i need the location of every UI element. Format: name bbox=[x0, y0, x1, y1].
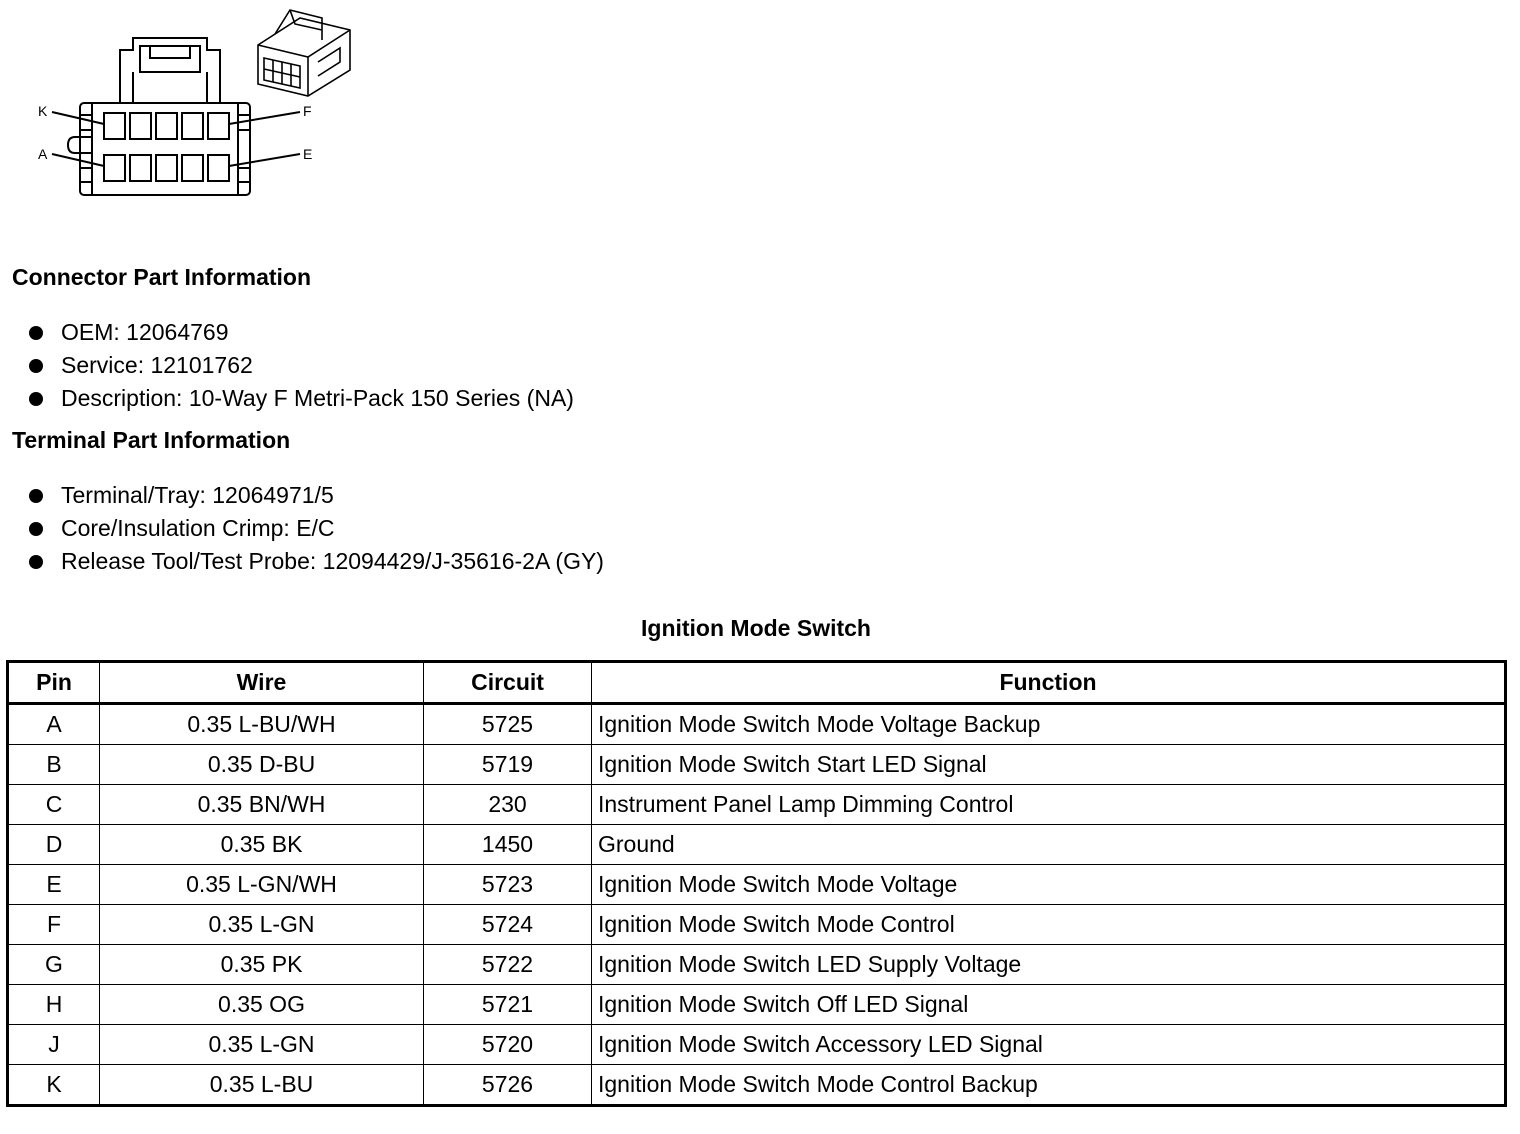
list-item bbox=[28, 545, 604, 578]
cell-wire: 0.35 L-GN bbox=[100, 905, 424, 945]
cell-wire: 0.35 L-GN bbox=[100, 1025, 424, 1065]
pin-label-a: A bbox=[38, 146, 48, 162]
list-item bbox=[28, 316, 574, 349]
terminal-part-info-list bbox=[28, 479, 604, 578]
list-item-text: Release Tool/Test Probe: 12094429/J-35616-2A (GY) bbox=[61, 548, 604, 574]
table-row bbox=[8, 1065, 1506, 1106]
cell-wire: 0.35 D-BU bbox=[100, 745, 424, 785]
connector-part-info-list bbox=[28, 316, 574, 415]
table-row bbox=[8, 905, 1506, 945]
cell-function: Ignition Mode Switch Mode Voltage Backup bbox=[592, 704, 1506, 745]
bullet-icon bbox=[29, 489, 43, 503]
table-row bbox=[8, 825, 1506, 865]
list-item bbox=[28, 382, 574, 415]
cell-function: Ignition Mode Switch Start LED Signal bbox=[592, 745, 1506, 785]
cell-function: Ignition Mode Switch Accessory LED Signal bbox=[592, 1025, 1506, 1065]
table-header-row bbox=[8, 662, 1506, 704]
bullet-icon bbox=[29, 522, 43, 536]
cell-pin: A bbox=[8, 704, 100, 745]
cell-pin: H bbox=[8, 985, 100, 1025]
cell-function: Ignition Mode Switch Mode Voltage bbox=[592, 865, 1506, 905]
cell-wire: 0.35 OG bbox=[100, 985, 424, 1025]
list-item-text: Service: 12101762 bbox=[61, 352, 253, 378]
table-row bbox=[8, 945, 1506, 985]
cell-function: Ignition Mode Switch Mode Control Backup bbox=[592, 1065, 1506, 1106]
pin-table bbox=[6, 660, 1507, 1107]
column-header-pin: Pin bbox=[8, 662, 100, 704]
cell-function: Ignition Mode Switch LED Supply Voltage bbox=[592, 945, 1506, 985]
terminal-part-info-heading: Terminal Part Information bbox=[12, 427, 291, 453]
connector-face bbox=[52, 38, 300, 195]
pin-table-body bbox=[8, 704, 1506, 1106]
column-header-function: Function bbox=[592, 662, 1506, 704]
cell-wire: 0.35 L-GN/WH bbox=[100, 865, 424, 905]
connector-part-info-heading: Connector Part Information bbox=[12, 264, 312, 290]
bullet-icon bbox=[29, 326, 43, 340]
bullet-icon bbox=[29, 392, 43, 406]
cell-circuit: 5721 bbox=[424, 985, 592, 1025]
table-row bbox=[8, 785, 1506, 825]
bullet-icon bbox=[29, 555, 43, 569]
pin-label-k: K bbox=[38, 103, 48, 119]
cell-pin: K bbox=[8, 1065, 100, 1106]
cell-circuit: 230 bbox=[424, 785, 592, 825]
bullet-icon bbox=[29, 359, 43, 373]
cell-function: Ignition Mode Switch Mode Control bbox=[592, 905, 1506, 945]
cell-circuit: 5725 bbox=[424, 704, 592, 745]
cell-pin: C bbox=[8, 785, 100, 825]
cell-circuit: 5719 bbox=[424, 745, 592, 785]
cell-wire: 0.35 L-BU bbox=[100, 1065, 424, 1106]
cell-wire: 0.35 BN/WH bbox=[100, 785, 424, 825]
table-row bbox=[8, 985, 1506, 1025]
table-row bbox=[8, 1025, 1506, 1065]
cell-circuit: 1450 bbox=[424, 825, 592, 865]
list-item bbox=[28, 512, 604, 545]
table-row bbox=[8, 865, 1506, 905]
cell-wire: 0.35 BK bbox=[100, 825, 424, 865]
cell-function: Instrument Panel Lamp Dimming Control bbox=[592, 785, 1506, 825]
pin-label-e: E bbox=[303, 146, 313, 162]
cell-circuit: 5723 bbox=[424, 865, 592, 905]
cell-wire: 0.35 PK bbox=[100, 945, 424, 985]
table-row bbox=[8, 745, 1506, 785]
connector-isometric-sketch bbox=[258, 10, 350, 96]
pin-label-f: F bbox=[303, 103, 312, 119]
cell-circuit: 5720 bbox=[424, 1025, 592, 1065]
list-item bbox=[28, 349, 574, 382]
list-item-text: Core/Insulation Crimp: E/C bbox=[61, 515, 335, 541]
list-item-text: Terminal/Tray: 12064971/5 bbox=[61, 482, 334, 508]
cell-pin: J bbox=[8, 1025, 100, 1065]
table-title: Ignition Mode Switch bbox=[641, 615, 871, 641]
list-item bbox=[28, 479, 604, 512]
list-item-text: Description: 10-Way F Metri-Pack 150 Series (NA) bbox=[61, 385, 574, 411]
cell-pin: B bbox=[8, 745, 100, 785]
cell-pin: F bbox=[8, 905, 100, 945]
cell-pin: D bbox=[8, 825, 100, 865]
connector-diagram bbox=[0, 0, 380, 210]
column-header-wire: Wire bbox=[100, 662, 424, 704]
column-header-circuit: Circuit bbox=[424, 662, 592, 704]
list-item-text: OEM: 12064769 bbox=[61, 319, 229, 345]
cell-wire: 0.35 L-BU/WH bbox=[100, 704, 424, 745]
cell-pin: E bbox=[8, 865, 100, 905]
cell-pin: G bbox=[8, 945, 100, 985]
cell-circuit: 5722 bbox=[424, 945, 592, 985]
cell-function: Ground bbox=[592, 825, 1506, 865]
table-row bbox=[8, 704, 1506, 745]
cell-circuit: 5724 bbox=[424, 905, 592, 945]
cell-function: Ignition Mode Switch Off LED Signal bbox=[592, 985, 1506, 1025]
cell-circuit: 5726 bbox=[424, 1065, 592, 1106]
